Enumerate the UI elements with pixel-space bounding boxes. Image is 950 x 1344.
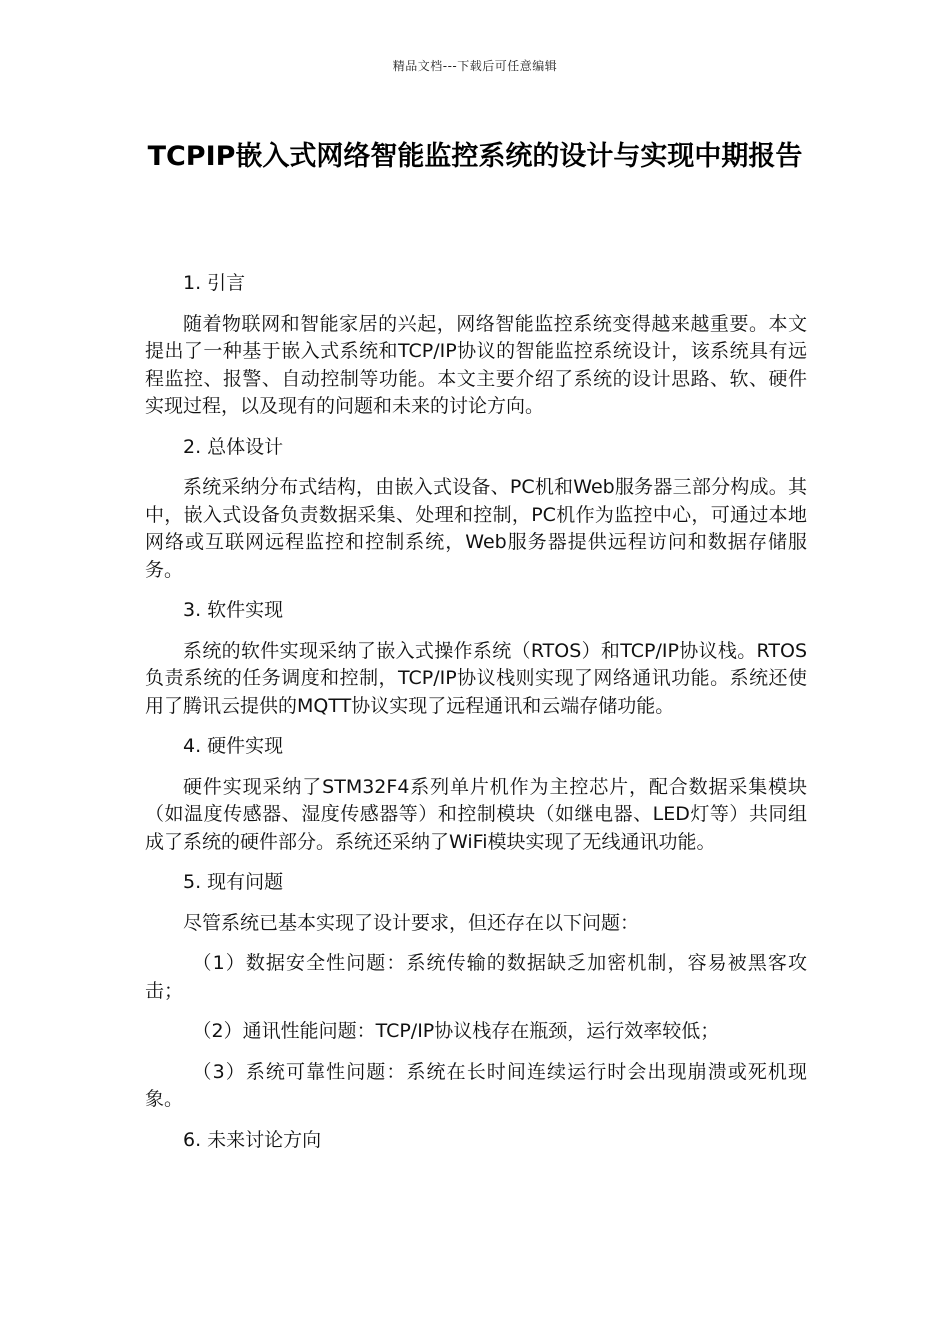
section-body-overall-design: 系统采纳分布式结构，由嵌入式设备、PC机和Web服务器三部分构成。其中，嵌入式设备负责数据采集、处理和控制，PC机作为监控中心，可通过本地网络或互联网远程监控和控制系统，Web服务器提供远程访问和数据存储服务。 — [145, 476, 807, 581]
section-heading-hardware: 4. 硬件实现 — [183, 735, 284, 757]
section-body-problems: 尽管系统已基本实现了设计要求，但还存在以下问题： — [183, 911, 640, 934]
section-heading-problems: 5. 现有问题 — [183, 871, 284, 893]
section-heading-introduction: 1. 引言 — [183, 272, 246, 294]
header-note: 精品文档---下载后可任意编辑 — [392, 59, 558, 73]
section-heading-future: 6. 未来讨论方向 — [183, 1128, 322, 1151]
section-body-hardware: 硬件实现采纳了STM32F4系列单片机作为主控芯片，配合数据采集模块（如温度传感器、湿度传感器等）和控制模块（如继电器、LED灯等）共同组成了系统的硬件部分。系统还采纳了WiFi模块实现了无线通讯功能。 — [145, 775, 807, 853]
problem-item: （3）系统可靠性问题：系统在长时间连续运行时会出现崩溃或死机现象。 — [145, 1060, 807, 1110]
document-body — [145, 270, 807, 1154]
section-body-software: 系统的软件实现采纳了嵌入式操作系统（RTOS）和TCP/IP协议栈。RTOS负责系统的任务调度和控制，TCP/IP协议栈则实现了网络通讯功能。系统还使用了腾讯云提供的MQTT协议实现了远程通讯和云端存储功能。 — [145, 639, 807, 717]
problem-item: （1）数据安全性问题：系统传输的数据缺乏加密机制，容易被黑客攻击； — [145, 952, 807, 1002]
section-heading-overall-design: 2. 总体设计 — [183, 435, 284, 458]
problem-item: （2）通讯性能问题：TCP/IP协议栈存在瓶颈，运行效率较低； — [192, 1020, 720, 1042]
section-heading-software: 3. 软件实现 — [183, 599, 284, 621]
document-title: TCPIP嵌入式网络智能监控系统的设计与实现中期报告 — [147, 141, 803, 172]
section-body-introduction: 随着物联网和智能家居的兴起，网络智能监控系统变得越来越重要。本文提出了一种基于嵌入式系统和TCP/IP协议的智能监控系统设计，该系统具有远程监控、报警、自动控制等功能。本文主要介绍了系统的设计思路、软、硬件实现过程，以及现有的问题和未来的讨论方向。 — [145, 312, 807, 417]
